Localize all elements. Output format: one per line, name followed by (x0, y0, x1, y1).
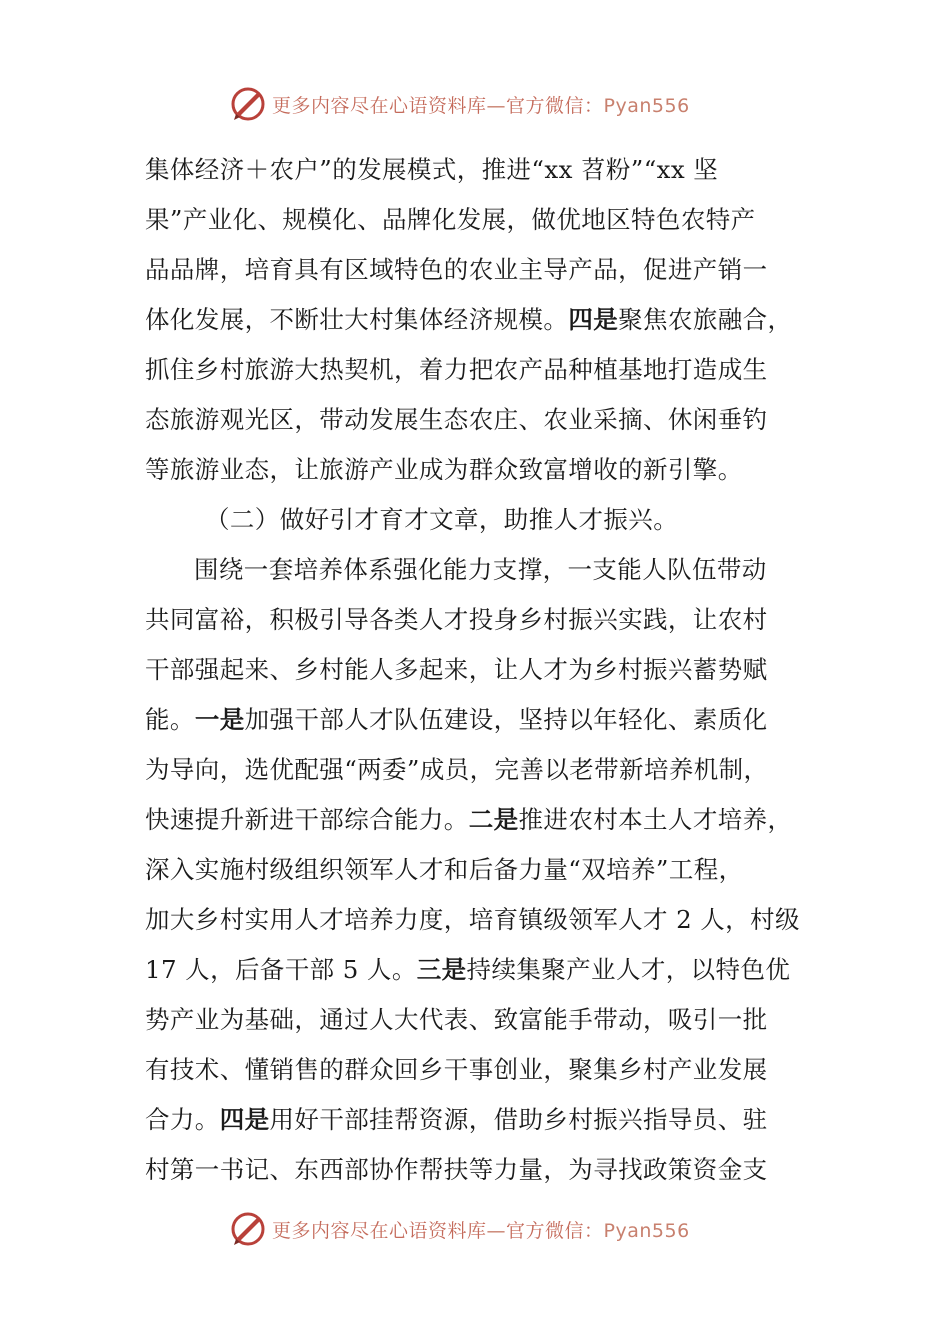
text-line: 势产业为基础，通过人大代表、致富能手带动，吸引一批 (145, 1005, 768, 1034)
watermark-footer (228, 1207, 690, 1251)
keyword-bold: 三是 (416, 955, 467, 984)
text-line: 有技术、懂销售的群众回乡干事创业，聚集乡村产业发展 (145, 1055, 768, 1084)
text-line: 17 人，后备干部 5 人。三是持续集聚产业人才，以特色优 (145, 955, 791, 984)
text-line: 等旅游业态，让旅游产业成为群众致富增收的新引擎。 (145, 455, 743, 484)
document-body (145, 145, 815, 1195)
keyword-bold: 四是 (219, 1105, 270, 1134)
text-line: 村第一书记、东西部协作帮扶等力量，为寻找政策资金支 (145, 1155, 768, 1184)
text-line: 快速提升新进干部综合能力。二是推进农村本土人才培养， (145, 805, 793, 834)
text-line: 果”产业化、规模化、品牌化发展，做优地区特色农特产 (145, 205, 756, 234)
section-heading: （二）做好引才育才文章，助推人才振兴。 (205, 505, 679, 534)
text-line: 集体经济＋农户”的发展模式，推进“xx 苕粉”“xx 坚 (145, 155, 719, 184)
text-line: 态旅游观光区，带动发展生态农庄、农业采摘、休闲垂钓 (145, 405, 768, 434)
watermark-header (228, 82, 690, 126)
keyword-bold: 二是 (468, 805, 519, 834)
paragraph-talent (145, 545, 815, 1195)
text-line: 为导向，选优配强“两委”成员，完善以老带新培养机制， (145, 755, 769, 784)
text-line: 能。一是加强干部人才队伍建设，坚持以年轻化、素质化 (145, 705, 768, 734)
text-line: 抓住乡村旅游大热契机，着力把农产品种植基地打造成生 (145, 355, 768, 384)
text-line: 围绕一套培养体系强化能力支撑，一支能人队伍带动 (194, 555, 767, 584)
text-line: 体化发展，不断壮大村集体经济规模。四是聚焦农旅融合， (145, 305, 793, 334)
text-line: 加大乡村实用人才培养力度，培育镇级领军人才 2 人，村级 (145, 905, 800, 934)
keyword-bold: 四是 (568, 305, 619, 334)
paragraph-continuation (145, 145, 815, 495)
text-line: 品品牌，培育具有区域特色的农业主导产品，促进产销一 (145, 255, 768, 284)
watermark-text: 更多内容尽在心语资料库—官方微信：Pyan556 (272, 94, 690, 117)
text-line: 干部强起来、乡村能人多起来，让人才为乡村振兴蓄势赋 (145, 655, 768, 684)
text-line: 深入实施村级组织领军人才和后备力量“双培养”工程， (145, 855, 744, 884)
watermark-text: 更多内容尽在心语资料库—官方微信：Pyan556 (272, 1219, 690, 1242)
text-line: 合力。四是用好干部挂帮资源，借助乡村振兴指导员、驻 (145, 1105, 768, 1134)
pen-logo-icon (228, 84, 268, 124)
keyword-bold: 一是 (194, 705, 245, 734)
text-line: 共同富裕，积极引导各类人才投身乡村振兴实践，让农村 (145, 605, 768, 634)
pen-logo-icon (228, 1209, 268, 1249)
